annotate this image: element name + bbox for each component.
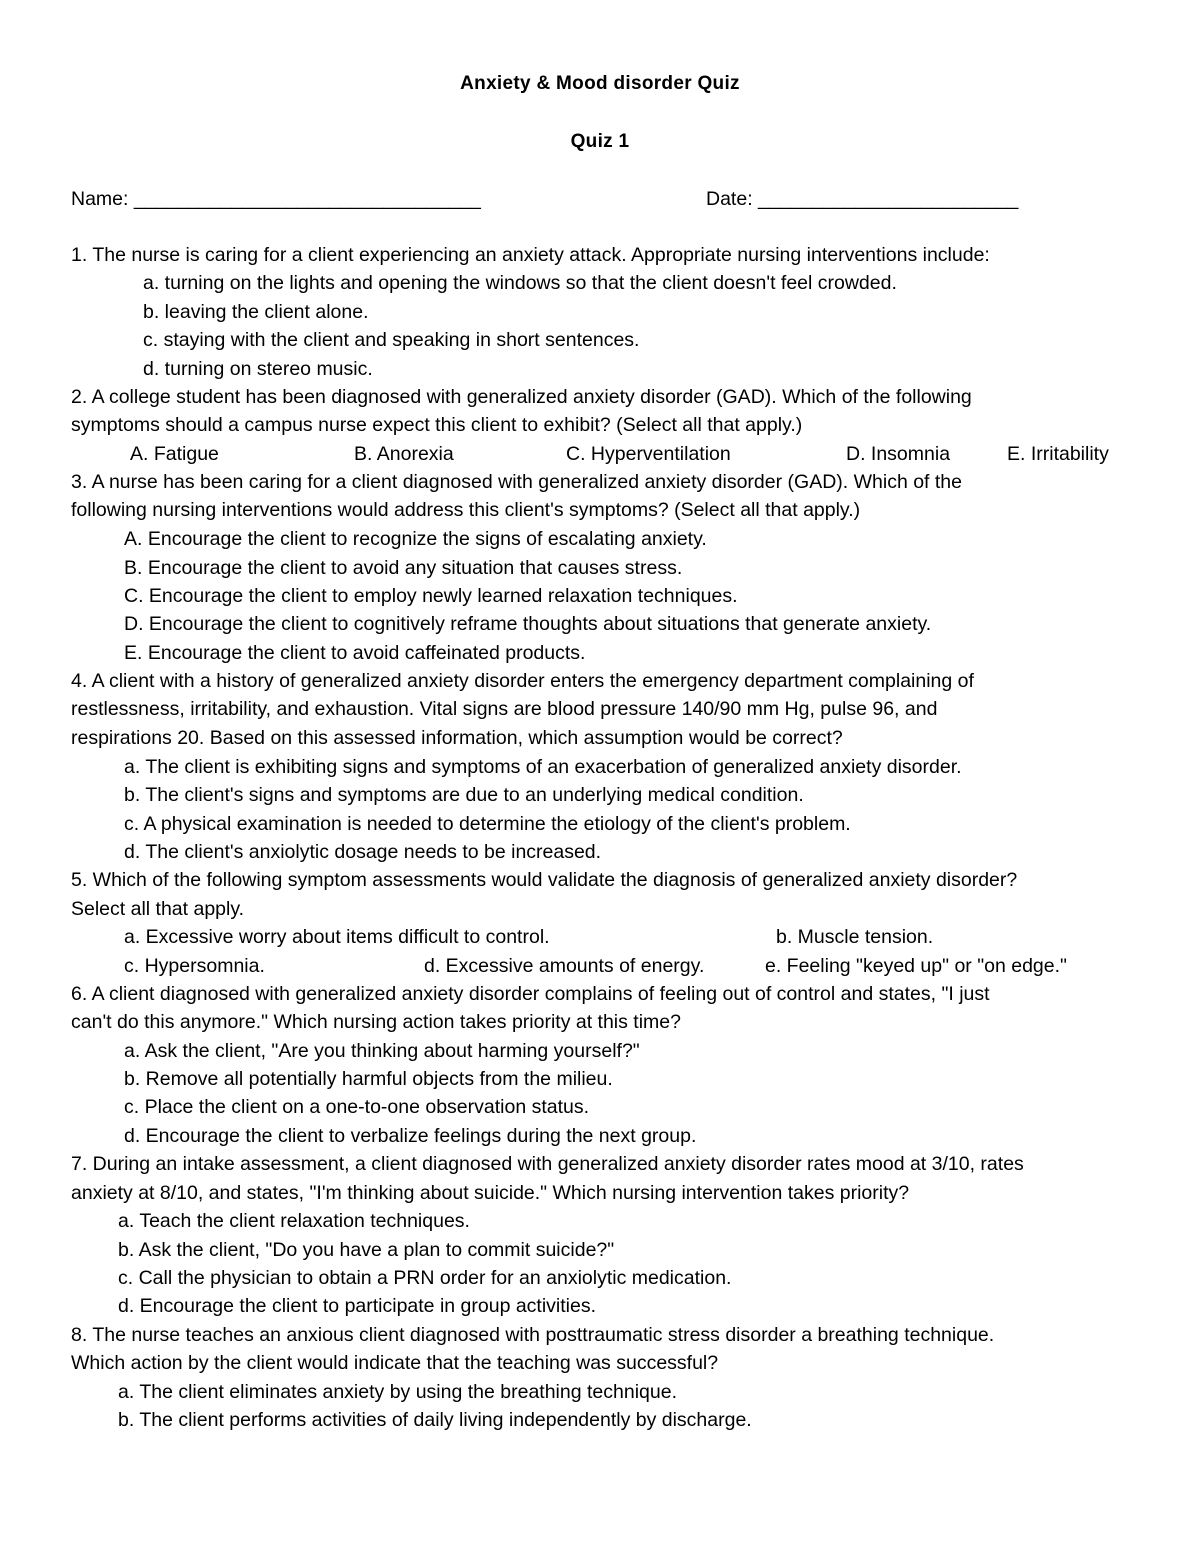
question-3-stem-line-2: following nursing interventions would address this client's symptoms? (Select all that apply.) [71,499,861,521]
question-3-option-d: D. Encourage the client to cognitively reframe thoughts about situations that generate anxiety. [124,613,932,635]
question-7-option-a: a. Teach the client relaxation techniques. [118,1210,470,1232]
question-4-option-d: d. The client's anxiolytic dosage needs to be increased. [124,841,602,863]
question-8-option-b: b. The client performs activities of daily living independently by discharge. [118,1409,752,1431]
date-field-label: Date: ________________________ [706,188,1019,210]
question-7-stem-line-1: 7. During an intake assessment, a client diagnosed with generalized anxiety disorder rates mood at 3/10, rates [71,1153,1024,1175]
question-3-option-a: A. Encourage the client to recognize the signs of escalating anxiety. [124,528,707,550]
question-1-option-d: d. turning on stereo music. [143,358,373,380]
question-7-option-b: b. Ask the client, "Do you have a plan to commit suicide?" [118,1239,615,1261]
question-4-option-b: b. The client's signs and symptoms are due to an underlying medical condition. [124,784,804,806]
question-5-option-c: c. Hypersomnia. [124,955,265,977]
question-6-stem-line-1: 6. A client diagnosed with generalized anxiety disorder complains of feeling out of control and states, "I just [71,983,990,1005]
question-2-stem-line-2: symptoms should a campus nurse expect this client to exhibit? (Select all that apply.) [71,414,803,436]
question-2-option-e: E. Irritability [1007,443,1109,465]
question-2-option-d: D. Insomnia [846,443,951,465]
question-5-option-e: e. Feeling "keyed up" or "on edge." [765,955,1067,977]
question-7-stem-line-2: anxiety at 8/10, and states, "I'm thinking about suicide." Which nursing intervention takes priority? [71,1182,910,1204]
question-3-option-e: E. Encourage the client to avoid caffeinated products. [124,642,586,664]
question-6-option-c: c. Place the client on a one-to-one observation status. [124,1096,590,1118]
question-5-stem-line-2: Select all that apply. [71,898,245,920]
question-4-option-c: c. A physical examination is needed to determine the etiology of the client's problem. [124,813,851,835]
question-8-stem-line-1: 8. The nurse teaches an anxious client diagnosed with posttraumatic stress disorder a breathing technique. [71,1324,995,1346]
question-4-stem-line-1: 4. A client with a history of generalized anxiety disorder enters the emergency department complaining of [71,670,974,692]
question-6-stem-line-2: can't do this anymore." Which nursing action takes priority at this time? [71,1011,681,1033]
question-6-option-a: a. Ask the client, "Are you thinking about harming yourself?" [124,1040,640,1062]
question-5-option-a: a. Excessive worry about items difficult to control. [124,926,550,948]
question-5-stem-line-1: 5. Which of the following symptom assessments would validate the diagnosis of generalized anxiety disorder? [71,869,1018,891]
question-4-stem-line-2: restlessness, irritability, and exhaustion. Vital signs are blood pressure 140/90 mm Hg, pulse 96, and [71,698,938,720]
question-5-option-d: d. Excessive amounts of energy. [424,955,705,977]
question-7-option-d: d. Encourage the client to participate in group activities. [118,1295,597,1317]
question-7-option-c: c. Call the physician to obtain a PRN order for an anxiolytic medication. [118,1267,732,1289]
question-2-option-b: B. Anorexia [354,443,454,465]
question-6-option-b: b. Remove all potentially harmful objects from the milieu. [124,1068,613,1090]
question-1-option-a: a. turning on the lights and opening the windows so that the client doesn't feel crowded. [143,272,897,294]
document-title: Anxiety & Mood disorder Quiz [460,73,740,94]
question-1-option-b: b. leaving the client alone. [143,301,369,323]
question-3-option-c: C. Encourage the client to employ newly learned relaxation techniques. [124,585,738,607]
question-1-option-c: c. staying with the client and speaking in short sentences. [143,329,640,351]
question-2-option-c: C. Hyperventilation [566,443,731,465]
question-4-option-a: a. The client is exhibiting signs and symptoms of an exacerbation of generalized anxiety disorder. [124,756,962,778]
name-field-label: Name: ________________________________ [71,188,481,210]
question-1-stem: 1. The nurse is caring for a client experiencing an anxiety attack. Appropriate nursing interventions include: [71,244,990,266]
question-2-stem-line-1: 2. A college student has been diagnosed with generalized anxiety disorder (GAD). Which of the following [71,386,972,408]
question-2-option-a: A. Fatigue [130,443,219,465]
question-4-stem-line-3: respirations 20. Based on this assessed information, which assumption would be correct? [71,727,843,749]
quiz-subtitle: Quiz 1 [570,131,630,152]
question-3-stem-line-1: 3. A nurse has been caring for a client diagnosed with generalized anxiety disorder (GAD). Which of the [71,471,962,493]
question-8-stem-line-2: Which action by the client would indicate that the teaching was successful? [71,1352,719,1374]
question-3-option-b: B. Encourage the client to avoid any situation that causes stress. [124,557,683,579]
question-6-option-d: d. Encourage the client to verbalize feelings during the next group. [124,1125,697,1147]
question-8-option-a: a. The client eliminates anxiety by using the breathing technique. [118,1381,677,1403]
question-5-option-b: b. Muscle tension. [776,926,934,948]
